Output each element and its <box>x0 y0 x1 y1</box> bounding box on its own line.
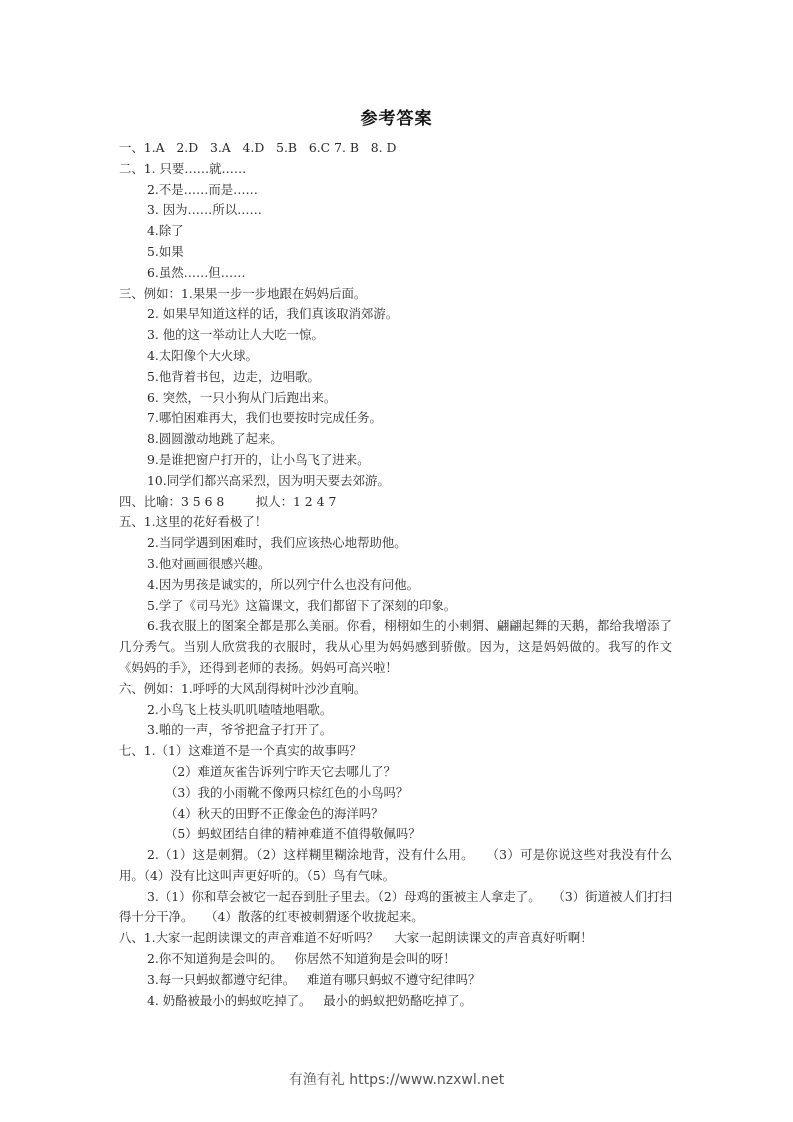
section-2-item: 4.除了 <box>147 223 184 239</box>
section-2-item: 5.如果 <box>147 243 184 259</box>
section-7-q1-item: （4）秋天的田野不正像金色的海洋吗？ <box>165 805 384 821</box>
section-8-item: 3.每一只蚂蚁都遵守纪律。 难道有哪只蚂蚁不遵守纪律吗？ <box>147 971 481 987</box>
section-7-q1-first: 七、1.（1）这难道不是一个真实的故事吗？ <box>119 743 362 759</box>
section-3-item: 7.哪怕困难再大，我们也要按时完成任务。 <box>147 410 382 426</box>
section-3-item: 4.太阳像个大火球。 <box>147 347 258 363</box>
page-title: 参考答案 <box>360 109 433 129</box>
answer-content <box>119 138 679 1011</box>
section-3-item: 3. 他的这一举动让人大吃一惊。 <box>147 327 324 343</box>
section-5-item: 3.他对画画很感兴趣。 <box>147 555 271 571</box>
section-4-answers: 四、比喻：3 5 6 8 拟人：1 2 4 7 <box>119 493 337 509</box>
section-7-q1-item: （3）我的小雨靴不像两只棕红色的小鸟吗？ <box>165 784 409 800</box>
section-5-paragraph: 6.我衣服上的图案全都是那么美丽。你看，栩栩如生的小刺猬、翩翩起舞的天鹅，都给我增添了几分秀气。当别人欣赏我的衣服时，我从心里为妈妈感到骄傲。因为，这是妈妈做的。我写的作文《妈妈的手》，还得到老师的表扬。妈妈可高兴啦！ <box>119 618 672 675</box>
section-5-item: 五、1.这里的花好看极了！ <box>119 514 268 530</box>
section-6-item: 六、例如：1.呼呼的大风刮得树叶沙沙直响。 <box>119 680 367 696</box>
section-1-answers: 一、1.A 2.D 3.A 4.D 5.B 6.C 7. B 8. D <box>119 140 397 155</box>
section-5-item: 2.当同学遇到困难时，我们应该热心地帮助他。 <box>147 535 407 551</box>
section-2-item: 2.不是……而是…… <box>147 181 258 197</box>
section-2-item: 6.虽然……但…… <box>147 264 246 280</box>
section-2-item: 二、1. 只要……就…… <box>119 160 247 176</box>
section-7-q1-item: （5）蚂蚁团结自律的精神难道不值得敬佩吗？ <box>165 826 421 842</box>
section-3-item: 10.同学们都兴高采烈，因为明天要去郊游。 <box>147 472 390 488</box>
section-7-q3: 3.（1）你和草会被它一起吞到肚子里去。（2）母鸡的蛋被主人拿走了。 （3）街道被人们打扫得十分干净。 （4）散落的红枣被刺猬逐个收拢起来。 <box>119 888 672 925</box>
section-5-item: 4.因为男孩是诚实的，所以列宁什么也没有问他。 <box>147 576 420 592</box>
section-3-item: 9.是谁把窗户打开的，让小鸟飞了进来。 <box>147 451 370 467</box>
section-6-item: 3.啪的一声，爷爷把盒子打开了。 <box>147 722 333 738</box>
section-7-q2: 2.（1）这是刺猬。（2）这样糊里糊涂地背，没有什么用。 （3）可是你说这些对我没有什么用。（4）没有比这叫声更好听的。（5）鸟有气味。 <box>119 847 672 883</box>
section-3-item: 三、例如：1.果果一步一步地跟在妈妈后面。 <box>119 285 367 301</box>
section-3-item: 6. 突然，一只小狗从门后跑出来。 <box>147 389 337 405</box>
section-8-item: 4. 奶酪被最小的蚂蚁吃掉了。 最小的蚂蚁把奶酪吃掉了。 <box>147 992 472 1008</box>
section-3-item: 5.他背着书包，边走，边唱歌。 <box>147 368 320 384</box>
section-3-item: 8.圆圆激动地跳了起来。 <box>147 431 283 447</box>
section-8-item: 2.你不知道狗是会叫的。 你居然不知道狗是会叫的呀！ <box>147 951 456 967</box>
section-6-item: 2.小鸟飞上枝头叽叽喳喳地唱歌。 <box>147 701 333 717</box>
footer-watermark: 有渔有礼 https://www.nzxwl.net <box>288 1072 505 1088</box>
section-2-item: 3. 因为……所以…… <box>147 202 262 218</box>
section-5-item: 5.学了《司马光》这篇课文，我们都留下了深刻的印象。 <box>147 597 457 613</box>
section-3-item: 2. 如果早知道这样的话，我们真该取消郊游。 <box>147 306 399 322</box>
section-7-q1-item: （2）难道灰雀告诉列宁昨天它去哪儿了？ <box>165 763 396 779</box>
section-8-item: 八、1.大家一起朗读课文的声音难道不好听吗？ 大家一起朗读课文的声音真好听啊！ <box>119 930 593 946</box>
